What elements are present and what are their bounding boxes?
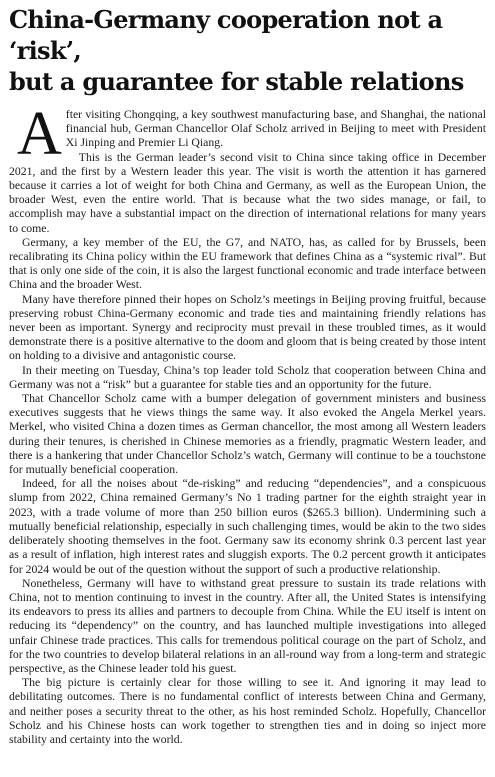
headline-line-1: China-Germany cooperation not a ‘risk’, bbox=[9, 5, 443, 65]
paragraph-6: That Chancellor Scholz came with a bumper delegation of government ministers and business executives suggests that he views things the same way. It also evoked the Angela Merkel years. Merkel, who visited China a dozen times as German chancellor, the most among all Western leaders during their tenures, is cherished in Chinese memories as a friendly, pragmatic Western leader, and there is a hankering that under Chancellor Scholz’s watch, Germany will continue to be a touchstone for mutually beneficial cooperation. bbox=[9, 392, 486, 477]
drop-cap: A bbox=[17, 100, 62, 168]
headline bbox=[9, 4, 486, 97]
article-body bbox=[9, 100, 486, 747]
paragraph-7: Indeed, for all the noises about “de-risking” and reducing “dependencies”, and a conspicuous slump from 2022, China remained Germany’s No 1 trading partner for the eighth straight year in 2023, with a trade volume of more than 250 billion euros ($265.3 billion). Undermining such a mutually beneficial relationship, especially in such challenging times, would be akin to the two sides deliberately shooting themselves in the foot. Germany saw its economy shrink 0.3 percent last year as a result of inflation, high interest rates and sluggish exports. The 0.2 percent growth it anticipates for 2024 would be out of the question without the support of such a productive relationship. bbox=[9, 477, 486, 576]
paragraph-3: Germany, a key member of the EU, the G7, and NATO, has, as called for by Brussels, been recalibrating its China policy within the EU framework that defines China as a “systemic rival”. But that is only one side of the coin, it is also the largest functional economic and trade interface between China and the broader West. bbox=[9, 235, 486, 292]
paragraph-2: This is the German leader’s second visit to China since taking office in December 2021, and the first by a Western leader this year. The visit is worth the attention it has garnered because it carries a lot of weight for both China and Germany, as well as the European Union, the broader West, even the entire world. That is because what the two sides manage, or fail, to accomplish may have a substantial impact on the direction of international relations for many years to come. bbox=[9, 150, 486, 235]
headline-line-2: but a guarantee for stable relations bbox=[9, 67, 464, 96]
paragraph-4: Many have therefore pinned their hopes on Scholz’s meetings in Beijing proving fruitful, because preserving robust China-Germany economic and trade ties and maintaining friendly relations has never been as important. Synergy and reciprocity must prevail in these troubled times, as it would demonstrate there is a positive alternative to the doom and gloom that is being created by those intent on holding to a divisive and antagonistic course. bbox=[9, 292, 486, 363]
paragraph-5: In their meeting on Tuesday, China’s top leader told Scholz that cooperation between China and Germany was not a “risk” but a guarantee for stable ties and an opportunity for the future. bbox=[9, 363, 486, 391]
paragraph-9: The big picture is certainly clear for those willing to see it. And ignoring it may lead to debilitating outcomes. There is no fundamental conflict of interests between China and Germany, and neither poses a security threat to the other, as his host reminded Scholz. Hopefully, Chancellor Scholz and his Chinese hosts can work together to strengthen ties and in doing so inject more stability and certainty into the world. bbox=[9, 676, 486, 746]
paragraph-1-text: fter visiting Chongqing, a key southwest manufacturing base, and Shanghai, the national financial hub, German Chancellor Olaf Scholz arrived in Beijing to meet with President Xi Jinping and Premier Li Qiang. bbox=[65, 108, 486, 150]
paragraph-8: Nonetheless, Germany will have to withstand great pressure to sustain its trade relations with China, not to mention continuing to invest in the country. After all, the United States is intensifying its endeavors to press its allies and partners to decouple from China. While the EU itself is intent on reducing its “dependency” on the country, and has launched multiple investigations into alleged unfair Chinese trade practices. This calls for tremendous political courage on the part of Scholz, and for the two countries to develop bilateral relations in an all-round way from a long-term and strategic perspective, as the Chinese leader told his guest. bbox=[9, 576, 486, 675]
paragraph-1 bbox=[9, 100, 486, 168]
